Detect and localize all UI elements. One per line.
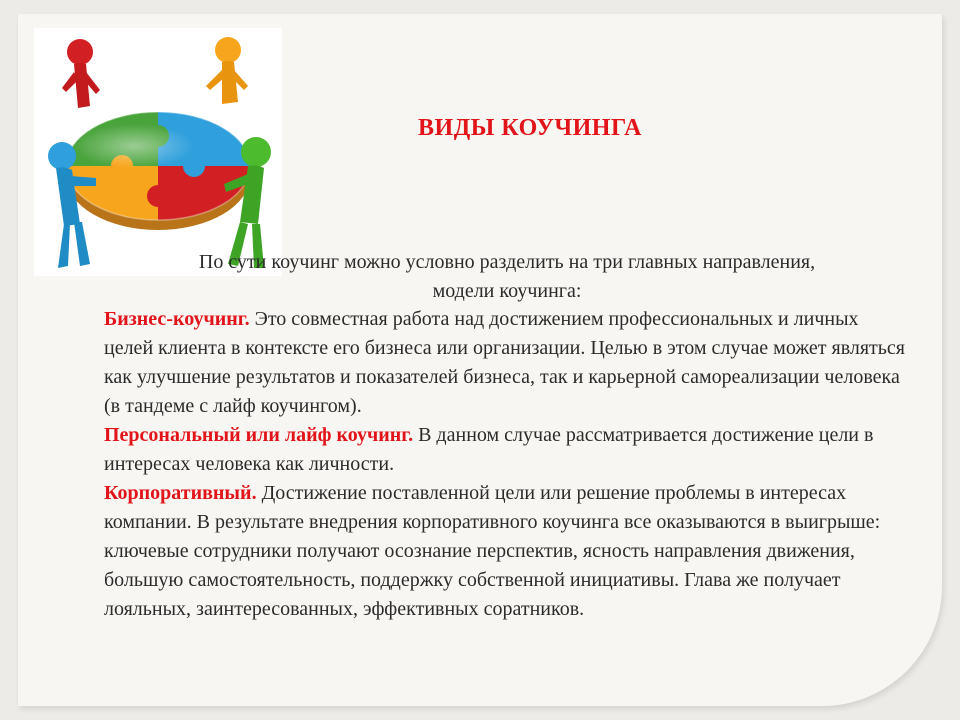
text-life-coaching: В данном случае рассматривается достижение цели в интересах человека как личности. xyxy=(104,424,874,475)
figure-orange xyxy=(206,37,248,104)
text-corporate-coaching: Достижение поставленной цели или решение проблемы в интересах компании. В результате внедрения корпоративного коучинга все оказываются в выигрыше: ключевые сотрудники получают осознание перспектив, ясность направления движения, большую самостоятельность, поддержку собственной инициативы. Глава же получает лояльных, заинтересованных, эффективных соратников. xyxy=(104,482,881,620)
heading-life-coaching: Персональный или лайф коучинг. xyxy=(104,424,414,446)
intro-line-1: По сути коучинг можно условно разделить на три главных направления, xyxy=(198,251,816,273)
heading-corporate-coaching: Корпоративный. xyxy=(104,482,257,504)
text-business-coaching: Это совместная работа над достижением профессиональных и личных целей клиента в контексте его бизнеса или организации. Целью в этом случае может являться как улучшение результатов и показателей бизнеса, так и карьерной самореализации человека (в тандеме с лайф коучингом). xyxy=(104,308,905,417)
intro-text xyxy=(104,248,910,306)
figure-red xyxy=(62,39,100,108)
paragraph-business-coaching xyxy=(104,305,912,421)
puzzle-team-icon xyxy=(34,28,282,276)
coaching-types xyxy=(104,305,912,624)
puzzle-illustration xyxy=(34,28,282,276)
paragraph-life-coaching xyxy=(104,421,912,479)
intro-line-2: модели коучинга: xyxy=(432,280,582,302)
paragraph-corporate-coaching xyxy=(104,479,912,624)
heading-business-coaching: Бизнес-коучинг. xyxy=(104,308,250,330)
slide-title: ВИДЫ КОУЧИНГА xyxy=(418,115,642,141)
